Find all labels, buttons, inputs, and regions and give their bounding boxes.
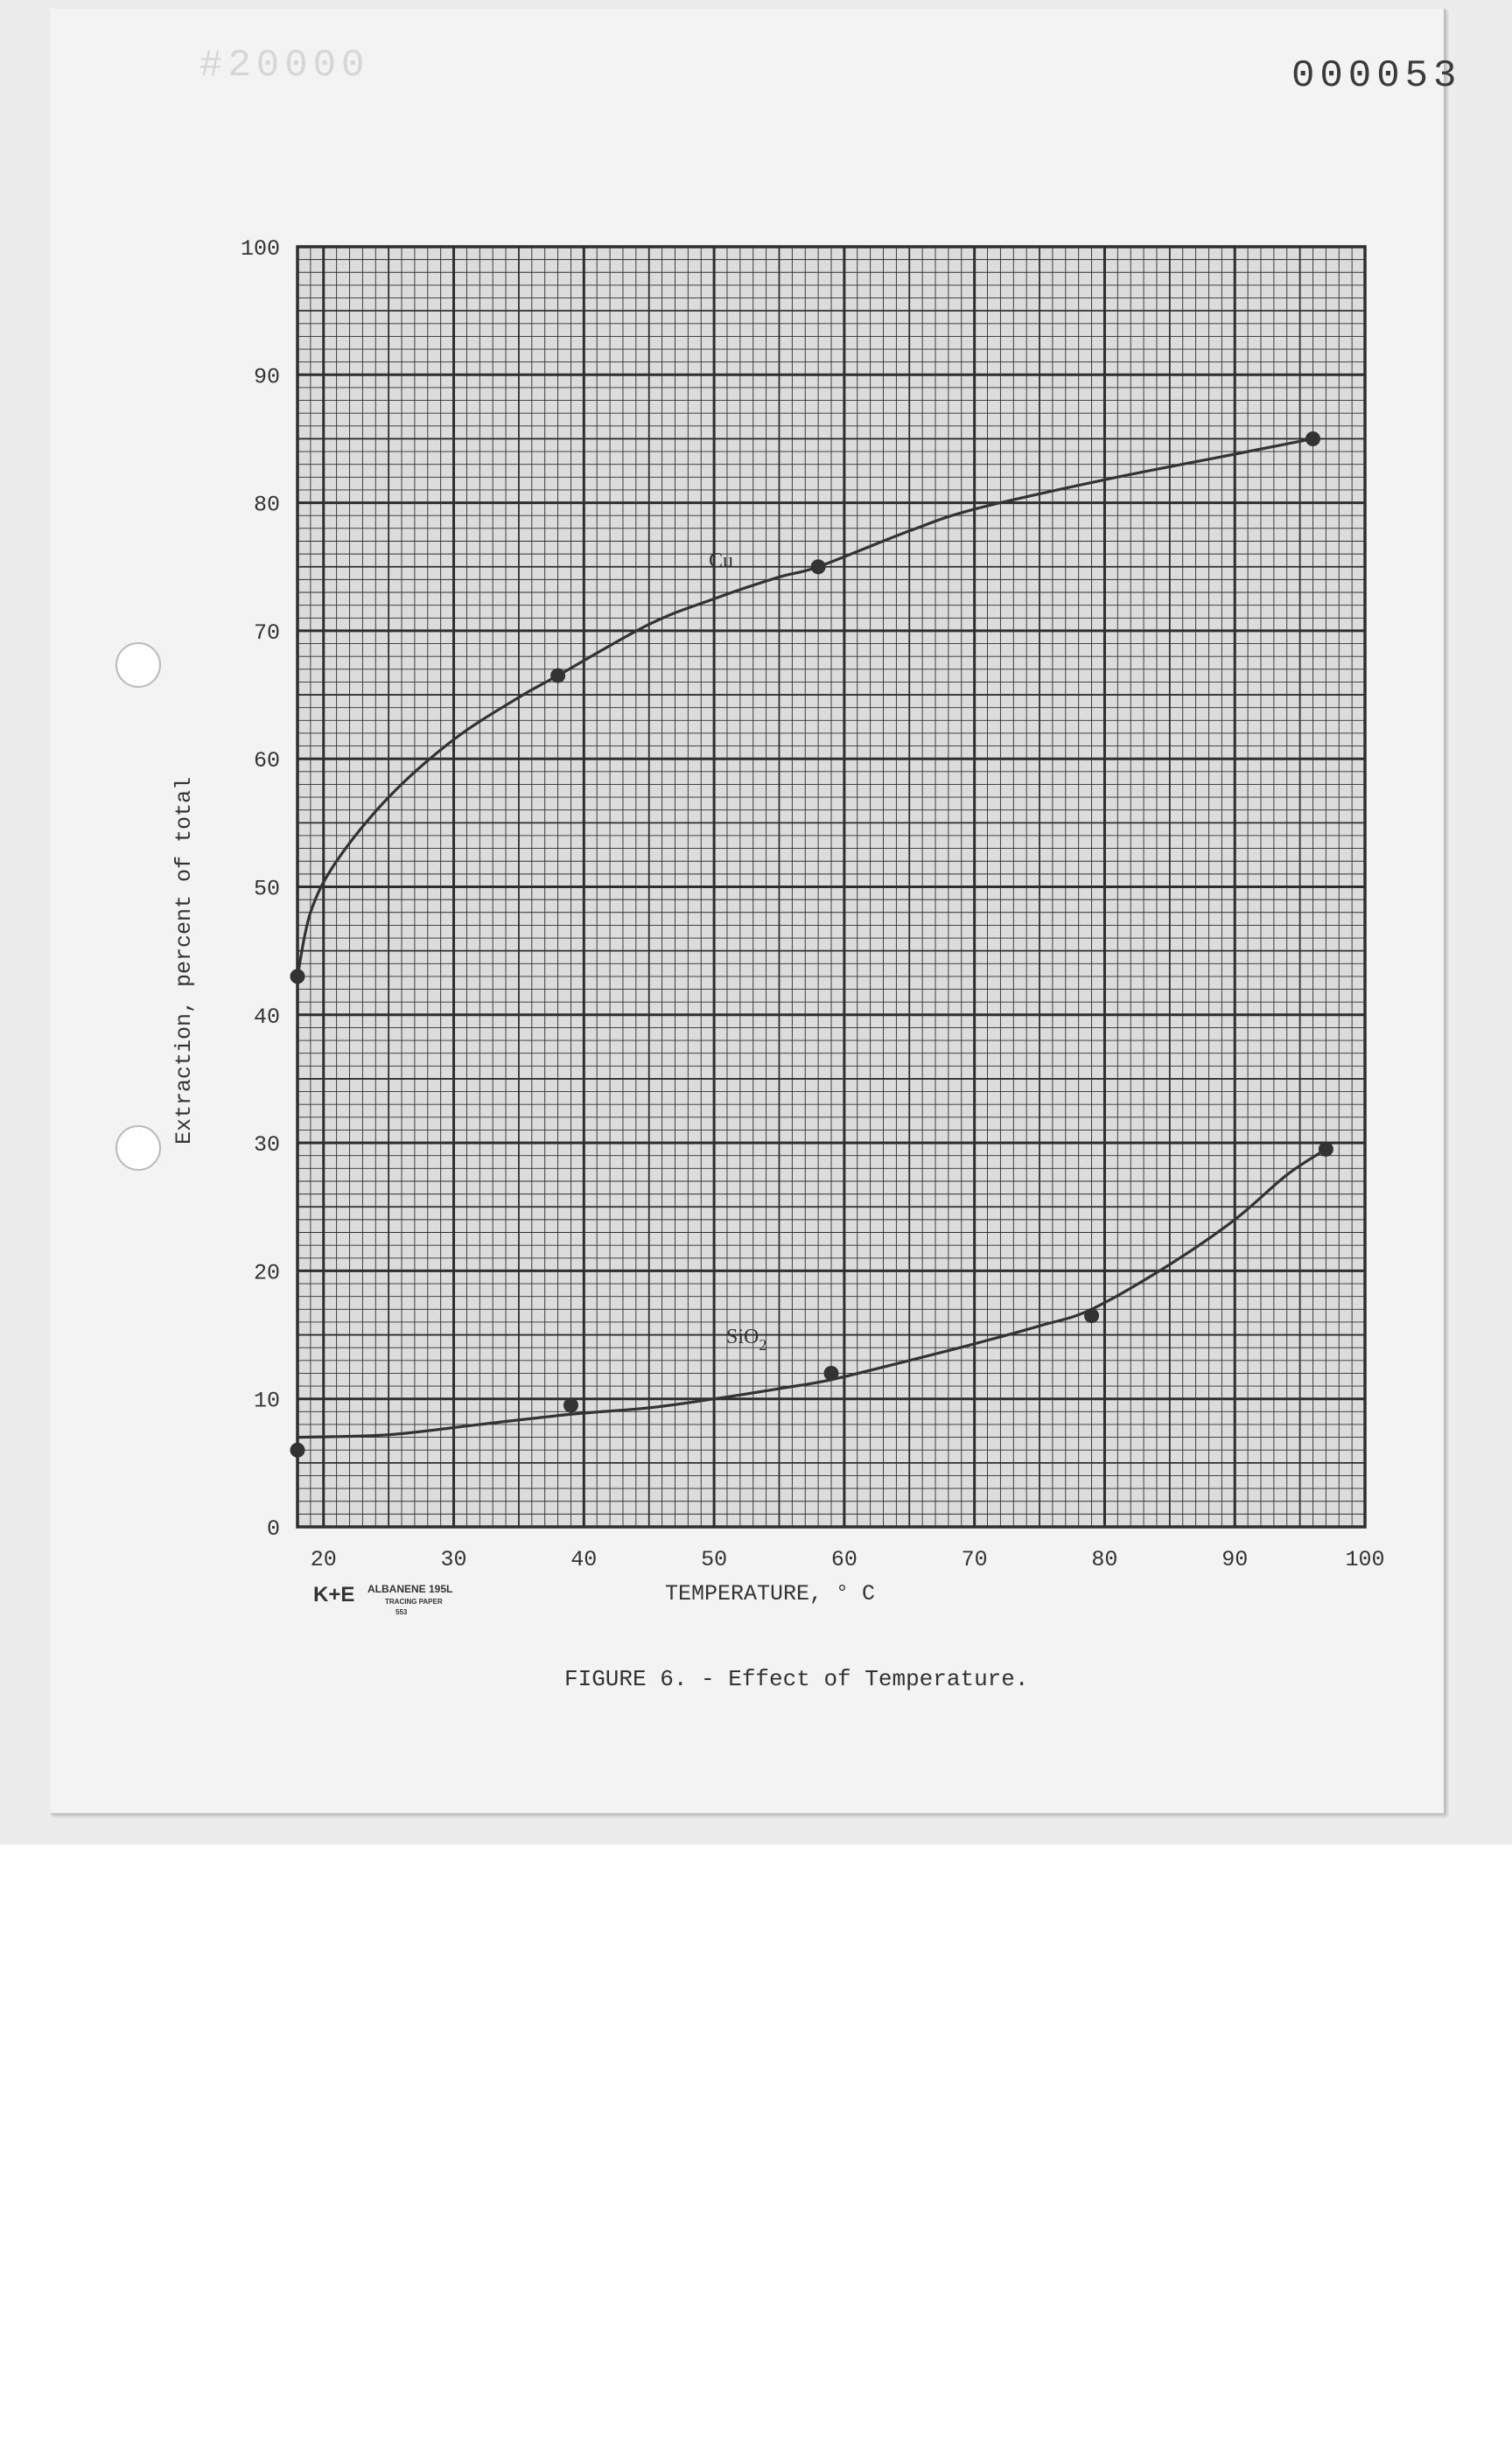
brand-line-3: 553 <box>396 1608 408 1616</box>
blank-page-area <box>0 1844 1512 2450</box>
x-tick-label: 20 <box>310 1547 337 1572</box>
x-tick-label: 80 <box>1091 1547 1118 1572</box>
series-label-cu: Cu <box>709 550 734 572</box>
y-tick-label: 0 <box>266 1516 280 1542</box>
paper-brand-mark <box>313 1583 452 1616</box>
x-tick-label: 90 <box>1222 1547 1249 1572</box>
x-tick-label: 60 <box>830 1547 858 1572</box>
figure-caption: FIGURE 6. - Effect of Temperature. <box>564 1666 1029 1692</box>
data-point-cu <box>551 668 565 682</box>
page-number: 000053 <box>1292 54 1462 98</box>
brand-line-1: ALBANENE 195L <box>368 1583 453 1595</box>
y-tick-label: 80 <box>253 492 280 518</box>
faint-document-code: #20000 <box>200 44 370 88</box>
data-point-sio2 <box>1319 1142 1333 1156</box>
brand-line-2: TRACING PAPER <box>385 1598 443 1606</box>
y-tick-label: 10 <box>253 1388 280 1414</box>
y-tick-label: 40 <box>253 1004 280 1030</box>
y-tick-label: 90 <box>253 364 280 390</box>
data-point-sio2 <box>564 1398 578 1412</box>
y-tick-label: 20 <box>253 1260 280 1286</box>
x-tick-label: 30 <box>440 1547 467 1572</box>
series-label-sio2: SiO$_2$ <box>726 1326 767 1354</box>
y-tick-labels <box>241 236 280 1542</box>
x-tick-label: 50 <box>701 1547 728 1572</box>
data-point-sio2 <box>290 1443 304 1457</box>
x-tick-labels <box>311 1547 1385 1572</box>
y-tick-label: 30 <box>253 1132 280 1158</box>
data-point-sio2 <box>824 1366 838 1380</box>
data-point-sio2 <box>1085 1309 1099 1323</box>
y-tick-label: 100 <box>240 236 280 262</box>
y-axis-label: Extraction, percent of total <box>172 776 197 1144</box>
y-tick-label: 60 <box>253 748 280 774</box>
y-tick-label: 50 <box>253 876 280 902</box>
brand-logo: K+E <box>313 1583 355 1606</box>
x-tick-label: 40 <box>570 1547 598 1572</box>
x-tick-label: 100 <box>1345 1547 1385 1572</box>
y-tick-label: 70 <box>253 620 280 646</box>
x-tick-label: 70 <box>961 1547 988 1572</box>
data-point-cu <box>290 970 304 984</box>
data-point-cu <box>1306 431 1320 445</box>
data-point-cu <box>811 560 825 574</box>
x-axis-label: TEMPERATURE, ° C <box>665 1581 876 1606</box>
